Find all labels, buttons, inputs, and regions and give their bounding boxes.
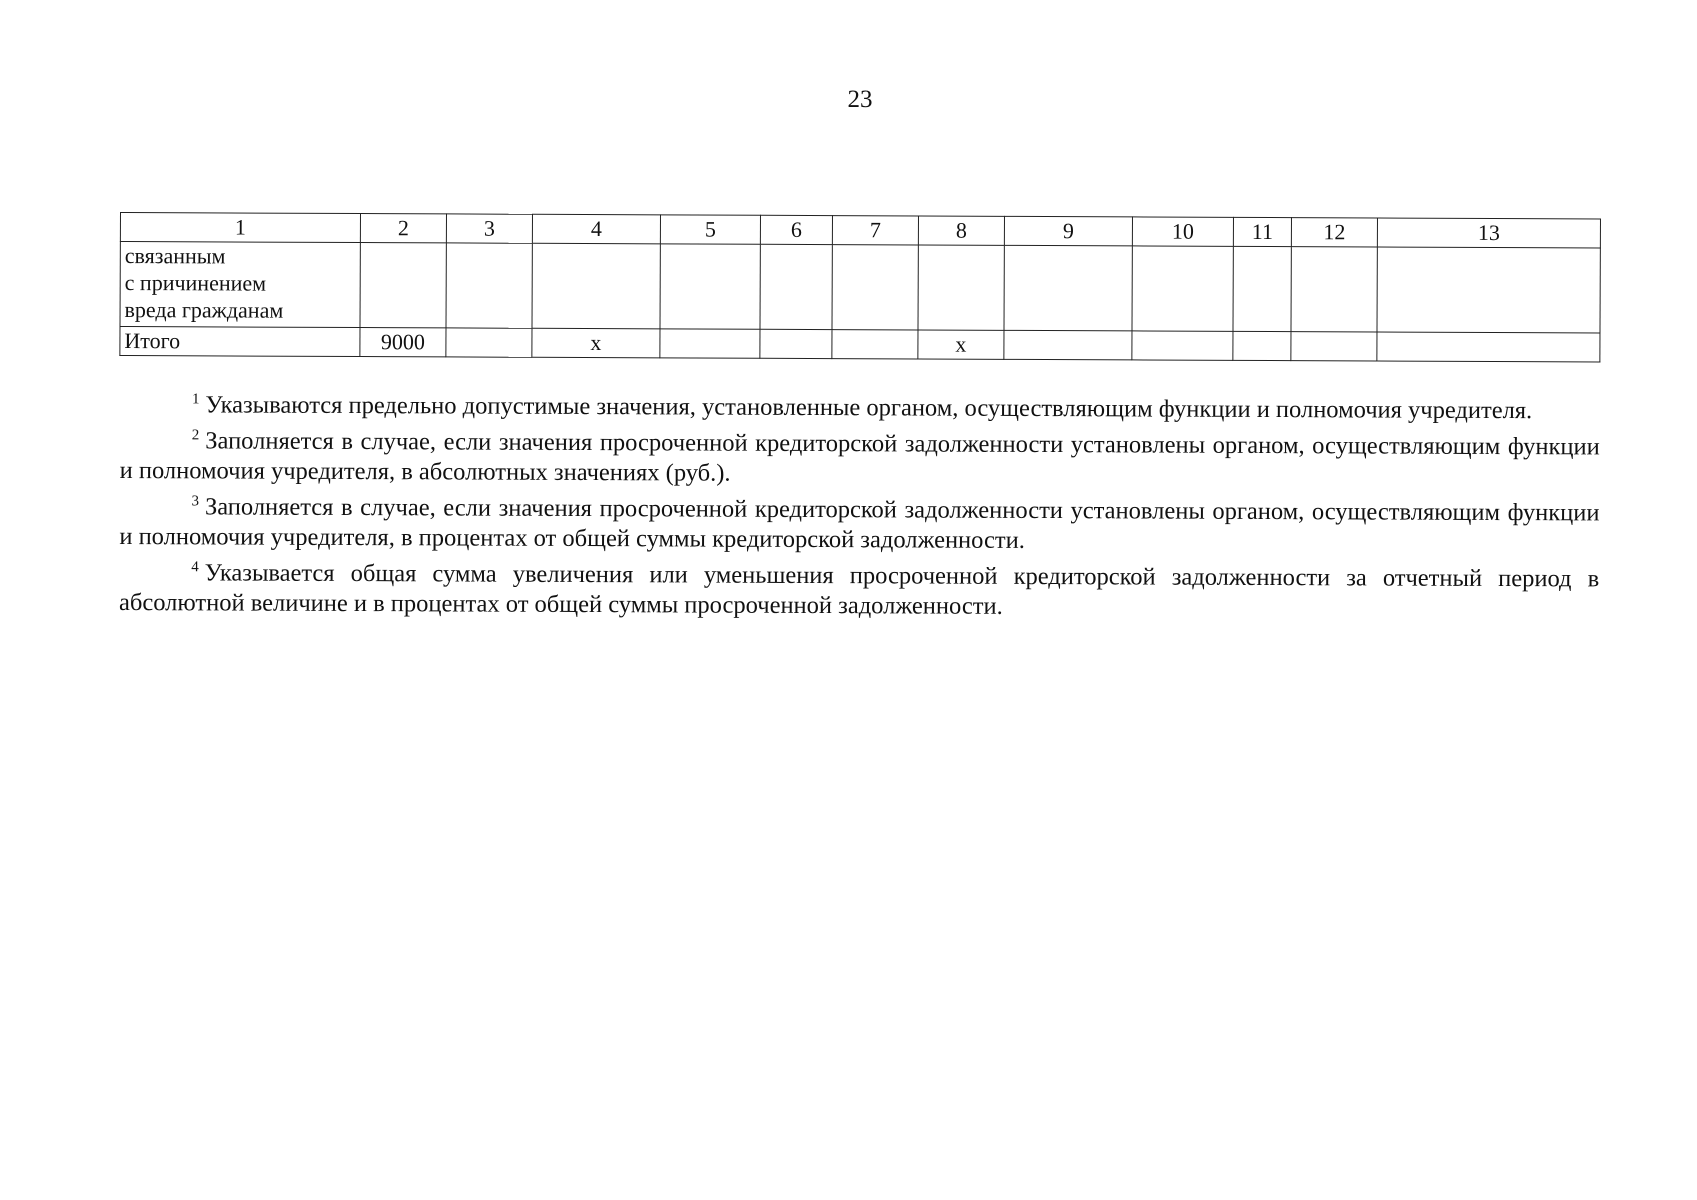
column-header: 4 xyxy=(532,214,660,244)
table-cell xyxy=(832,245,918,330)
page-number: 23 xyxy=(847,86,873,113)
table-cell: х xyxy=(532,328,660,358)
column-header: 12 xyxy=(1291,218,1377,247)
footnote-text: Заполняется в случае, если значения просроченной кредиторской задолженности установлены органом, осуществляющим функции и полномочия учредителя, в процентах от общей суммы кредиторской задолженности. xyxy=(119,493,1600,554)
footnote-marker: 4 xyxy=(191,559,199,576)
table-cell xyxy=(446,328,532,357)
column-header: 7 xyxy=(832,216,918,245)
footnote xyxy=(119,558,1599,624)
row-label-line: Итого xyxy=(124,328,181,354)
column-header: 13 xyxy=(1377,218,1600,248)
table-cell xyxy=(760,329,832,358)
column-header: 3 xyxy=(446,214,532,243)
column-header: 10 xyxy=(1132,217,1233,246)
table-cell xyxy=(1233,246,1291,331)
column-header: 2 xyxy=(360,214,446,243)
footnote-text: Указываются предельно допустимые значения, установленные органом, осуществляющим функции и полномочия учредителя. xyxy=(205,391,1533,425)
footnote xyxy=(119,492,1599,558)
table-cell xyxy=(760,244,832,329)
table-cell xyxy=(1291,247,1377,332)
row-label-line: связанным xyxy=(124,243,226,269)
footnote-text: Заполняется в случае, если значения просроченной кредиторской задолженности установлены органом, осуществляющим функции и полномочия учредителя, в абсолютных значениях (руб.). xyxy=(119,427,1600,487)
table-cell xyxy=(1132,246,1233,331)
footnote xyxy=(120,390,1600,426)
table-row xyxy=(120,242,1600,333)
table-cell xyxy=(918,245,1004,330)
data-table xyxy=(119,212,1601,362)
table-cell xyxy=(1233,331,1291,360)
column-header: 9 xyxy=(1004,216,1132,246)
footnote-marker: 3 xyxy=(191,493,200,510)
table-cell xyxy=(1377,247,1600,333)
table-cell xyxy=(832,330,918,359)
table-cell xyxy=(1004,330,1132,360)
footnote-marker: 2 xyxy=(191,427,200,444)
footnote xyxy=(120,426,1600,492)
row-label-cell xyxy=(120,327,360,357)
footnotes xyxy=(119,390,1600,630)
column-header: 1 xyxy=(120,213,360,243)
footnote-text: Указывается общая сумма увеличения или уменьшения просроченной кредиторской задолженности за отчетный период в абсолютной величине и в процентах от общей суммы просроченной задолженности. xyxy=(119,559,1600,620)
table-cell xyxy=(1377,332,1600,362)
table-cell xyxy=(446,243,532,328)
column-header: 5 xyxy=(660,215,760,244)
row-label-cell xyxy=(120,242,360,328)
table-row-total xyxy=(120,327,1600,362)
row-label-line: с причинением xyxy=(124,270,267,296)
table-cell xyxy=(1291,332,1377,361)
table-cell xyxy=(532,243,660,329)
column-header: 11 xyxy=(1233,217,1291,246)
table-cell: х xyxy=(918,330,1004,359)
footnote-marker: 1 xyxy=(191,391,200,408)
table-cell: 9000 xyxy=(360,328,446,357)
table-cell xyxy=(1004,245,1132,331)
column-header: 6 xyxy=(760,215,832,244)
table-cell xyxy=(660,244,760,329)
table-cell xyxy=(360,243,446,328)
column-header: 8 xyxy=(918,216,1004,245)
table-cell xyxy=(1132,331,1233,360)
row-label-line: вреда гражданам xyxy=(124,297,284,323)
table-cell xyxy=(660,329,760,358)
